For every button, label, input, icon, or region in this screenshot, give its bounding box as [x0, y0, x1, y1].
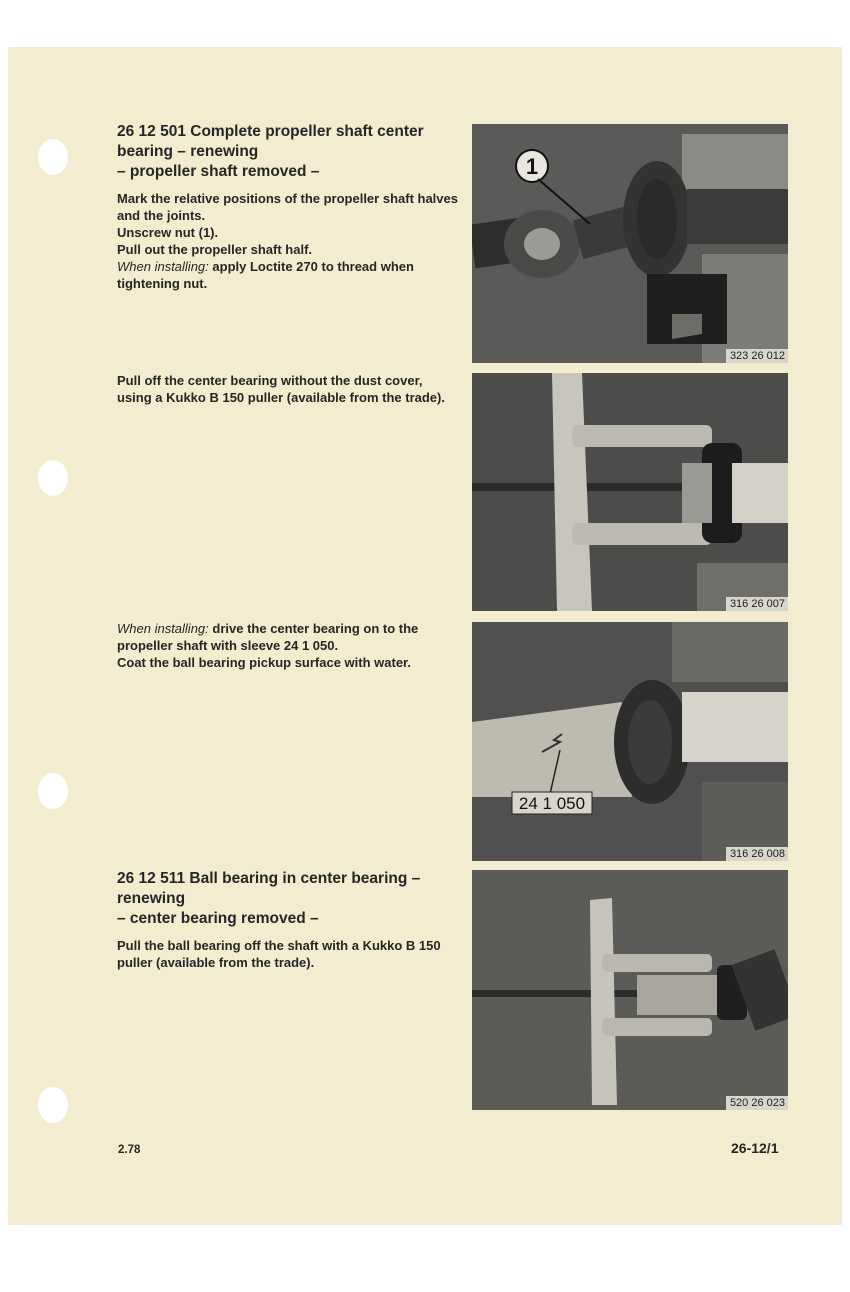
instruction-text: Mark the relative positions of the propeller shaft halves and the joints.: [117, 191, 458, 223]
figure-number: 316 26 008: [726, 847, 788, 861]
section-heading: 26 12 511 Ball bearing in center bearing – renewing: [117, 870, 421, 907]
section-subheading: – propeller shaft removed –: [117, 163, 320, 180]
instruction-text: Pull the ball bearing off the shaft with a Kukko B 150 puller (available from the trade).: [117, 938, 441, 970]
photo-install-sleeve: [472, 622, 788, 861]
photo-ball-bearing-puller: [472, 870, 788, 1110]
figure-callout: 1: [525, 154, 539, 179]
instruction-text: Coat the ball bearing pickup surface with water.: [117, 655, 412, 670]
footer-date: 2.78: [118, 1144, 141, 1156]
photo-illustration: [472, 373, 788, 611]
instruction-text: Unscrew nut (1).: [117, 225, 219, 240]
install-label: When installing:: [117, 621, 209, 636]
section-pull-off: [117, 372, 460, 406]
section-heading: 26 12 501 Complete propeller shaft center bearing – renewing: [117, 123, 424, 160]
punch-hole: [38, 773, 68, 809]
instruction-text: Pull out the propeller shaft half.: [117, 242, 313, 257]
punch-hole: [38, 460, 68, 496]
photo-center-bearing-nut: [472, 124, 788, 363]
photo-illustration: [472, 622, 788, 861]
figure-number: 316 26 007: [726, 597, 788, 611]
figure-number: 520 26 023: [726, 1096, 788, 1110]
install-label: When installing:: [117, 259, 209, 274]
figure-number: 323 26 012: [726, 349, 788, 363]
punch-hole: [38, 139, 68, 175]
section-subheading: – center bearing removed –: [117, 910, 319, 927]
install-text: apply Loctite 270 to thread when tightening nut.: [117, 259, 414, 291]
install-note: [117, 258, 460, 292]
photo-puller-bearing: [472, 373, 788, 611]
photo-illustration: [472, 124, 788, 363]
section-ball-bearing: [117, 869, 460, 971]
section-install-bearing: [117, 620, 460, 671]
figure-callout: 24 1 050: [518, 794, 586, 813]
install-note: [117, 620, 460, 654]
photo-illustration: [472, 870, 788, 1110]
punch-hole: [38, 1087, 68, 1123]
instruction-text: Pull off the center bearing without the dust cover, using a Kukko B 150 puller (available from the trade).: [117, 373, 445, 405]
install-text: drive the center bearing on to the propeller shaft with sleeve 24 1 050.: [117, 621, 419, 653]
section-complete-bearing: [117, 122, 460, 292]
footer-page-number: 26-12/1: [731, 1140, 779, 1156]
